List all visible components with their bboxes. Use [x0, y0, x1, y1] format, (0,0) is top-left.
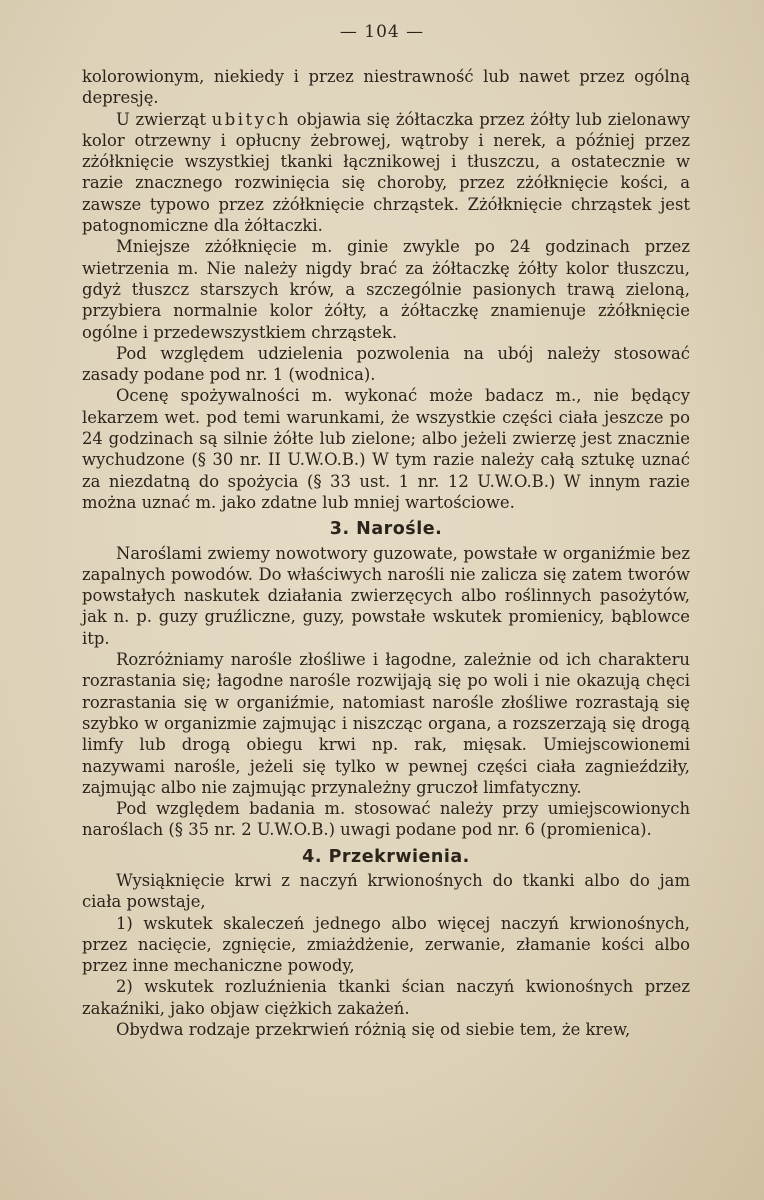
paragraph: Naroślami zwiemy nowotwory guzowate, powstałe w organiźmie bez zapalnych powodów. Do właściwych narośli nie zalicza się zatem tworów powstałych naskutek działania zwierzęcych albo roślinnych pasożytów, jak n. p. guzy gruźliczne, guzy, powstałe wskutek promienicy, bąblowce itp. [82, 543, 690, 648]
list-item: 2) wskutek rozluźnienia tkanki ścian naczyń kwionośnych przez zakaźniki, jako objaw ciężkich zakażeń. [82, 977, 690, 1018]
paragraph: Ocenę spożywalności m. wykonać może badacz m., nie będący lekarzem wet. pod temi warunkami, że wszystkie części ciała jeszcze po 24 godzinach są silnie żółte lub zielone; albo jeżeli zwierzę jest znacznie wychudzone (§ 30 nr. II U.W.O.B.) W tym razie należy całą sztukę uznać za niezdatną do spożycia (§ 33 ust. 1 nr. 12 U.W.O.B.) W innym razie można uznać m. jako zdatne lub mniej wartościowe. [82, 386, 690, 512]
paragraph: U zwierząt ubitych objawia się żółtaczka przez żółty lub zielonawy kolor otrzewny i opłucny żebrowej, wątroby i nerek, a później przez zżółknięcie wszystkiej tkanki łącznikowej i tłuszczu, a ostatecznie w razie znacznego rozwinięcia się choroby, przez zżółknięcie kości, a zawsze typowo przez zżółknięcie chrząstek. Zżółknięcie chrząstek jest patognomiczne dla żółtaczki. [82, 109, 690, 236]
page-number: — 104 — [339, 22, 425, 42]
paragraph: Mniejsze zżółknięcie m. ginie zwykle po 24 godzinach przez wietrzenia m. Nie należy nigdy brać za żółtaczkę żółty kolor tłuszczu, gdyż tłuszcz starszych krów, a szczególnie pasionych trawą zieloną, przybiera normalnie kolor żółty, a żółtaczkę znamienuje zżółknięcie ogólne i przedewszystkiem chrząstek. [82, 237, 690, 342]
paragraph: Rozróżniamy narośle złośliwe i łagodne, zależnie od ich charakteru rozrastania się; łagodne narośle rozwijają się po woli i nie okazują chęci rozrastania się w organiźmie, natomiast narośle złośliwe rozrastają się szybko w organizmie zajmując i niszcząc organa, a rozszerzają się drogą limfy lub drogą obiegu krwi np. rak, mięsak. Umiejscowionemi nazywami narośle, jeżeli się tylko w pewnej części ciała zagnieździły, zajmując albo nie zajmując przynależny gruczoł limfatyczny. [82, 650, 690, 797]
paragraph: Wysiąknięcie krwi z naczyń krwionośnych do tkanki albo do jam ciała powstaje, [82, 870, 690, 912]
section-heading: 4. Przekrwienia. [302, 846, 470, 867]
paragraph: Pod względem udzielenia pozwolenia na ubój należy stosować zasady podane pod nr. 1 (wodnica). [82, 343, 690, 385]
paragraph: Obydwa rodzaje przekrwień różnią się od siebie tem, że krew, [116, 1020, 631, 1040]
paragraph: Pod względem badania m. stosować należy przy umiejscowionych naroślach (§ 35 nr. 2 U.W.O.B.) uwagi podane pod nr. 6 (promienica). [82, 799, 690, 840]
emphasis-spaced: ubitych [211, 109, 292, 129]
section-heading: 3. Narośle. [329, 519, 443, 540]
paragraph: kolorowionym, niekiedy i przez niestrawność lub nawet przez ogólną depresję. [82, 67, 690, 108]
body-text [82, 66, 690, 1040]
list-item: 1) wskutek skaleczeń jednego albo więcej naczyń krwionośnych, przez nacięcie, zgnięcie, zmiażdżenie, zerwanie, złamanie kości albo przez inne mechaniczne powody, [82, 913, 690, 976]
